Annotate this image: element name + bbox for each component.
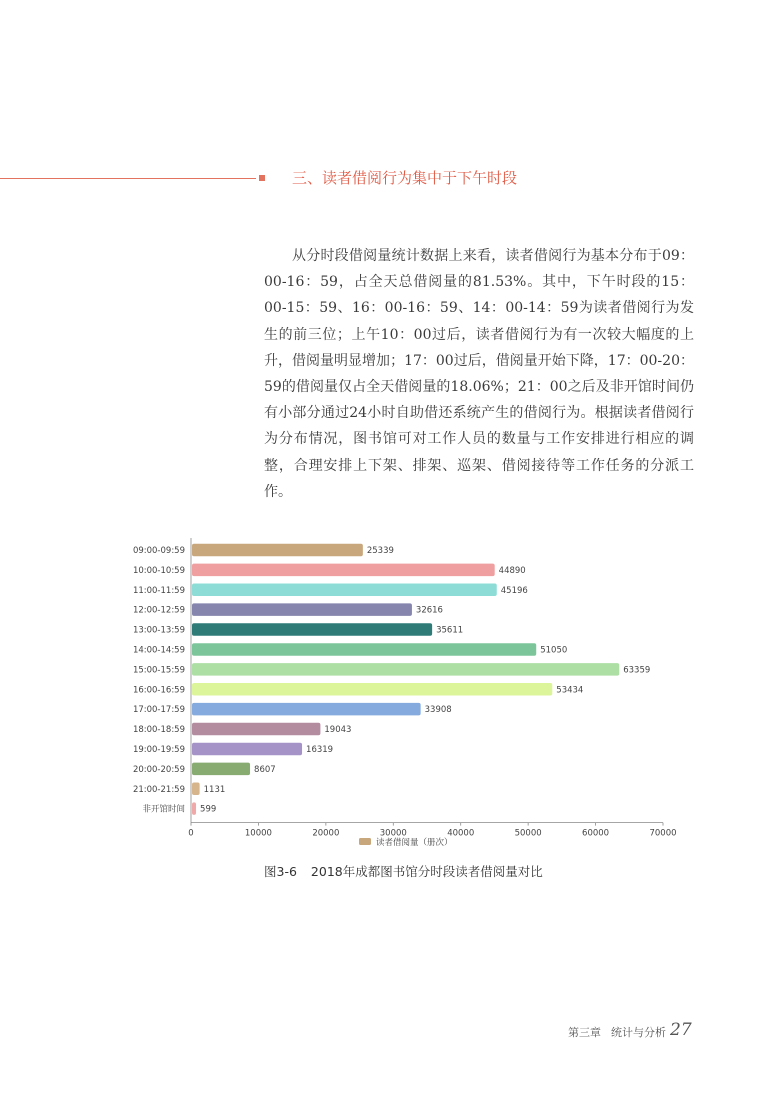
bar [192, 743, 302, 756]
bar [192, 723, 320, 736]
x-tick-label: 70000 [649, 828, 677, 839]
category-label: 18:00-18:59 [132, 725, 185, 736]
legend-swatch [359, 838, 371, 845]
category-label: 15:00-15:59 [132, 665, 185, 676]
x-tick-label: 50000 [514, 828, 542, 839]
bar [192, 663, 619, 676]
bar [192, 802, 196, 815]
footer-subtitle: 统计与分析 [611, 1026, 666, 1039]
category-label: 11:00-11:59 [132, 585, 185, 596]
bar [192, 623, 432, 636]
bar [192, 544, 363, 557]
category-label: 14:00-14:59 [132, 645, 185, 656]
category-label: 20:00-20:59 [132, 764, 185, 775]
value-label: 53434 [556, 685, 584, 696]
bar [192, 763, 250, 776]
section-rule-marker [259, 175, 265, 181]
bar [192, 683, 552, 696]
figure-number: 图3-6 [264, 864, 297, 879]
category-label: 12:00-12:59 [132, 605, 185, 616]
x-tick-label: 20000 [312, 828, 340, 839]
bar [192, 643, 536, 656]
value-label: 32616 [415, 605, 443, 616]
chart-svg [110, 530, 690, 860]
body-paragraph: 从分时段借阅量统计数据上来看，读者借阅行为基本分布于09：00-16：59，占全天总借阅量的81.53%。其中，下午时段的15：00-15：59、16：00-16：59、14：00-14：59为读者借阅行为发生的前三位；上午10：00过后，读者借阅行为有一次较大幅度的上升，借阅量明显增加；17：00过后，借阅量开始下降，17：00-20：59的借阅量仅占全天借阅量的18.06%；21：00之后及非开馆时间仍有小部分通过24小时自助借还系统产生的借阅行为。根据读者借阅行为分布情况，图书馆可对工作人员的数量与工作安排进行相应的调整，合理安排上下架、排架、巡架、借阅接待等工作任务的分派工作。 [264, 248, 694, 500]
x-tick-label: 60000 [582, 828, 610, 839]
bar [192, 584, 497, 597]
value-label: 16319 [306, 744, 334, 755]
value-label: 44890 [498, 565, 526, 576]
footer-chapter: 第三章 [568, 1026, 601, 1039]
bar [192, 564, 495, 577]
category-label: 09:00-09:59 [132, 545, 185, 556]
section-heading: 三、读者借阅行为集中于下午时段 [292, 169, 518, 187]
x-tick-label: 0 [188, 828, 194, 839]
category-label: 16:00-16:59 [132, 685, 185, 696]
value-label: 25339 [366, 545, 394, 556]
value-label: 599 [200, 804, 217, 815]
x-tick-label: 40000 [447, 828, 475, 839]
figure-caption [264, 862, 543, 882]
value-label: 35611 [436, 625, 464, 636]
value-label: 8607 [254, 764, 276, 775]
value-label: 1131 [203, 784, 226, 795]
value-label: 33908 [424, 705, 452, 716]
running-footer [568, 1024, 666, 1042]
value-label: 45196 [500, 585, 528, 596]
section-rule-line [0, 178, 256, 179]
x-tick-label: 10000 [244, 828, 272, 839]
borrowing-chart [110, 530, 690, 860]
value-label: 19043 [324, 725, 352, 736]
category-label: 10:00-10:59 [132, 565, 185, 576]
category-label: 13:00-13:59 [132, 625, 185, 636]
page-number: 27 [670, 1020, 692, 1040]
legend-label: 读者借阅量（册次） [376, 838, 453, 848]
bar [192, 783, 200, 796]
category-label: 21:00-21:59 [132, 784, 185, 795]
bar [192, 603, 412, 616]
category-label: 非开馆时间 [142, 804, 185, 815]
category-label: 19:00-19:59 [132, 744, 185, 755]
body-text [264, 243, 694, 505]
bar [192, 703, 421, 716]
x-tick-label: 30000 [379, 828, 407, 839]
figure-title: 2018年成都图书馆分时段读者借阅量对比 [310, 864, 543, 879]
bars-layer [192, 544, 650, 815]
value-label: 63359 [623, 665, 651, 676]
legend-layer [359, 837, 453, 848]
value-label: 51050 [540, 645, 568, 656]
category-label: 17:00-17:59 [132, 705, 185, 716]
